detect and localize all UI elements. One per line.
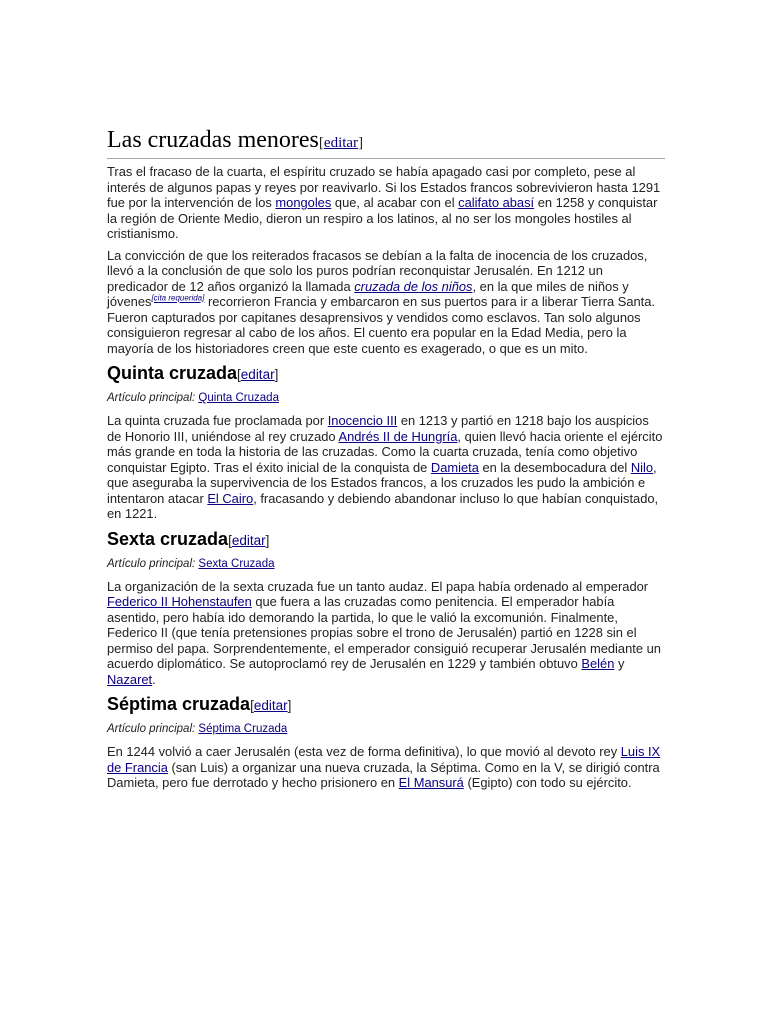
article-content — [107, 126, 665, 797]
section-title: Sexta cruzada — [107, 528, 229, 549]
link-andres-ii[interactable]: Andrés II de Hungría — [338, 428, 458, 444]
edit-link[interactable]: editar — [253, 698, 288, 713]
section-heading-septima-cruzada — [107, 693, 665, 717]
citation-needed-link[interactable]: [cita requerida] — [151, 293, 205, 303]
paragraph: En 1244 volvió a caer Jerusalén (esta vez de forma definitiva), lo que movió al devoto rey Luis IX de Francia (san Luis) a organizar una nueva cruzada, la Séptima. Como en la V, se dirigió contra Damieta, pero fue derrotado y hecho prisionero en El Mansurá (Egipto) con todo su ejército. — [107, 744, 661, 790]
link-califato-abasi[interactable]: califato abasí — [458, 195, 535, 210]
link-main-sexta-cruzada[interactable]: Sexta Cruzada — [198, 557, 275, 570]
link-damieta[interactable]: Damieta — [430, 459, 479, 475]
section-title: Séptima cruzada — [107, 694, 251, 714]
paragraph: La organización de la sexta cruzada fue un tanto audaz. El papa había ordenado al emperador Federico II Hohenstaufen que fuera a las cruzadas como penitencia. El emperador había asentido, pero había ido demorando la partida, lo que le valió la excomunión. Finalmente, Federico II (que tenía pretensiones propias sobre el trono de Jerusalén) partió en 1228 sin el permiso del papa. Sorprendentemente, el emperador consiguió recuperar Jerusalén mediante un acuerdo diplomático. Se autoproclamó rey de Jerusalén en 1229 y también obtuvo Belén y Nazaret. — [107, 578, 661, 687]
edit-section-link: [editar] — [228, 532, 270, 548]
edit-link[interactable]: editar — [231, 532, 266, 548]
edit-link[interactable]: editar — [323, 135, 359, 151]
link-mongoles[interactable]: mongoles — [275, 195, 332, 210]
link-main-quinta-cruzada[interactable]: Quinta Cruzada — [198, 392, 279, 404]
link-main-septima-cruzada[interactable]: Séptima Cruzada — [198, 723, 288, 735]
link-nilo[interactable]: Nilo — [630, 459, 654, 475]
link-cruzada-de-los-ninos[interactable]: cruzada de los niños — [354, 278, 473, 294]
main-article-note: Artículo principal: Sexta Cruzada — [107, 557, 275, 570]
paragraph: La convicción de que los reiterados fracasos se debían a la falta de inocencia de los cruzados, llevó a la conclusión de que solo los puros podrían reconquistar Jerusalén. En 1212 un predicador de 12 años organizó la llamada cruzada de los niños, en la que miles de niños y jóvenes[cita requerida] recorrieron Francia y embarcaron en sus puertos para ir a liberar Tierra Santa. Fueron capturados por capitanes desaprensivos y vendidos como esclavos. Tan solo algunos consiguieron regresar al cabo de los años. El cuento era popular en la Edad Media, pero la mayoría de los historiadores creen que este cuento es exagerado, o que es un mito. — [107, 247, 656, 356]
link-nazaret[interactable]: Nazaret — [107, 671, 153, 687]
section-heading-sexta-cruzada — [107, 528, 665, 552]
main-article-note: Artículo principal: Séptima Cruzada — [107, 723, 288, 735]
link-el-mansura[interactable]: El Mansurá — [398, 775, 464, 790]
edit-section-link: [editar] — [250, 698, 292, 713]
edit-section-link: [editar] — [318, 135, 364, 151]
main-article-note: Artículo principal: Quinta Cruzada — [107, 392, 279, 404]
paragraph: La quinta cruzada fue proclamada por Inocencio III en 1213 y partió en 1218 bajo los auspicios de Honorio III, uniéndose al rey cruzado Andrés II de Hungría, quien llevó hacia oriente el ejército más grande en toda la historia de las cruzadas. Como la cuarta cruzada, tenía como objetivo conquistar Egipto. Tras el éxito inicial de la conquista de Damieta en la desembocadura del Nilo, que aseguraba la supervivencia de los Estados francos, a los cruzados les pudo la ambición e intentaron atacar El Cairo, fracasando y debiendo abandonar incluso lo que habían conquistado, en 1221. — [107, 413, 663, 521]
section-title: Quinta cruzada — [107, 363, 238, 383]
link-federico-ii[interactable]: Federico II Hohenstaufen — [107, 594, 252, 609]
section-heading-cruzadas-menores — [107, 126, 665, 159]
edit-section-link: [editar] — [237, 367, 279, 382]
link-belen[interactable]: Belén — [581, 656, 615, 671]
section-title: Las cruzadas menores — [107, 127, 319, 153]
paragraph: Tras el fracaso de la cuarta, el espíritu cruzado se había apagado casi por completo, pese al interés de algunos papas y reyes por reavivarlo. Si los Estados francos sobrevivieron hasta 1291 fue por la intervención de los mongoles que, al acabar con el califato abasí en 1258 y conquistar la región de Oriente Medio, dieron un respiro a los latinos, al no ser los mongoles hostiles al cristianismo. — [107, 164, 661, 241]
link-luis-ix[interactable]: Luis IX de Francia — [107, 744, 661, 775]
link-el-cairo[interactable]: El Cairo — [207, 490, 254, 506]
link-inocencio-iii[interactable]: Inocencio III — [327, 413, 398, 428]
edit-link[interactable]: editar — [240, 367, 275, 382]
section-heading-quinta-cruzada — [107, 362, 665, 386]
